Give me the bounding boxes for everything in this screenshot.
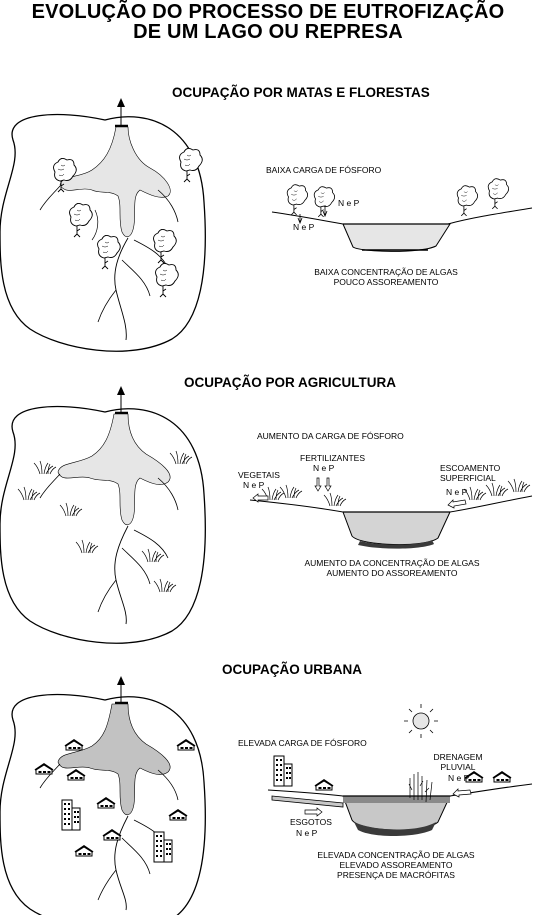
agriculture-lake-cross-section <box>250 478 532 549</box>
urban-basin-map <box>0 676 205 915</box>
forest-np-left: N e P <box>293 222 315 232</box>
agriculture-result-line1: AUMENTO DA CONCENTRAÇÃO DE ALGAS <box>304 558 480 568</box>
forest-np-right: N e P <box>338 198 360 208</box>
urban-result-line1: ELEVADA CONCENTRAÇÃO DE ALGAS <box>317 850 475 860</box>
urban-load-label: ELEVADA CARGA DE FÓSFORO <box>238 738 367 748</box>
escoamento-np: N e P <box>446 487 468 497</box>
forest-lake-cross-section <box>272 179 532 252</box>
forest-basin-map <box>0 98 205 351</box>
urban-result-line3: PRESENÇA DE MACRÓFITAS <box>337 870 455 880</box>
sun-icon <box>404 704 438 738</box>
vegetais-np: N e P <box>243 480 265 490</box>
forest-load-label: BAIXA CARGA DE FÓSFORO <box>266 165 382 175</box>
agriculture-load-label: AUMENTO DA CARGA DE FÓSFORO <box>257 431 404 441</box>
drenagem-label-1: DRENAGEM <box>433 752 483 762</box>
drenagem-label-2: PLUVIAL <box>440 762 476 772</box>
heading-forest: OCUPAÇÃO POR MATAS E FLORESTAS <box>172 85 430 100</box>
escoamento-label-2: SUPERFICIAL <box>440 473 496 483</box>
fertilizantes-np: N e P <box>313 463 335 473</box>
forest-result-line2: POUCO ASSOREAMENTO <box>333 277 439 287</box>
escoamento-label-1: ESCOAMENTO <box>440 463 501 473</box>
agriculture-result-line2: AUMENTO DO ASSOREAMENTO <box>326 568 458 578</box>
diagram-title-line2: DE UM LAGO OU REPRESA <box>133 21 403 43</box>
vegetais-label: VEGETAIS <box>238 470 280 480</box>
esgotos-np: N e P <box>296 828 318 838</box>
heading-urban: OCUPAÇÃO URBANA <box>222 662 362 677</box>
esgotos-label: ESGOTOS <box>290 817 332 827</box>
fertilizantes-label: FERTILIZANTES <box>300 453 366 463</box>
diagram-title-line1: EVOLUÇÃO DO PROCESSO DE EUTROFIZAÇÃO <box>31 1 505 23</box>
heading-agriculture: OCUPAÇÃO POR AGRICULTURA <box>184 375 396 390</box>
agriculture-basin-map <box>0 386 205 643</box>
drenagem-np: N e P <box>448 773 470 783</box>
urban-result-line2: ELEVADO ASSOREAMENTO <box>339 860 453 870</box>
forest-result-line1: BAIXA CONCENTRAÇÃO DE ALGAS <box>314 267 458 277</box>
